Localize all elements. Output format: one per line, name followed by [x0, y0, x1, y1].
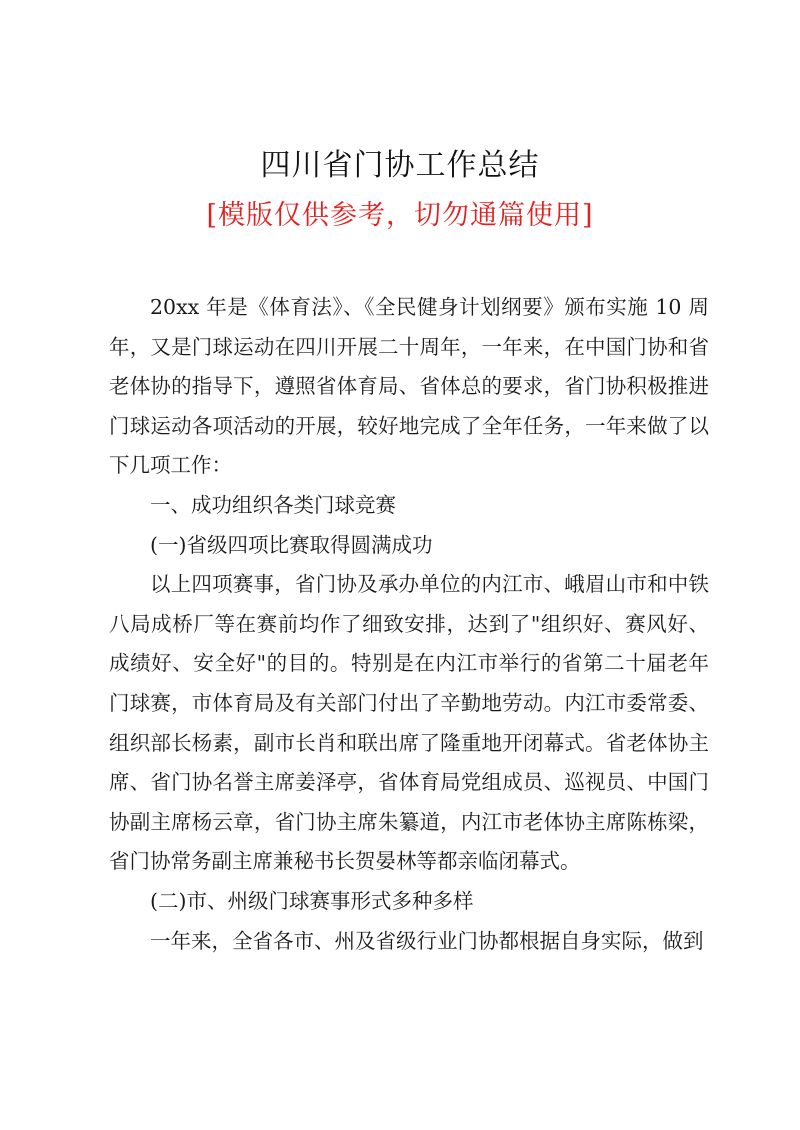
section-heading-1: 一、成功组织各类门球竞赛: [150, 492, 396, 517]
intro-paragraph: 20xx 年是《体育法》、《全民健身计划纲要》颁布实施 10 周年，又是门球运动在四川开展二十周年，一年来，在中国门协和省老体协的指导下，遵照省体育局、省体总的要求，省门协积极推进门球运动各项活动的开展，较好地完成了全年任务，一年来做了以下几项工作：: [109, 295, 709, 478]
subsection-heading-1: (一)省级四项比赛取得圆满成功: [150, 532, 433, 557]
document-title: 四川省门协工作总结: [260, 148, 540, 183]
document-body: [109, 288, 709, 961]
subsection-heading-2: (二)市、州级门球赛事形式多种多样: [150, 888, 474, 913]
template-notice: [模版仅供参考，切勿通篇使用]: [206, 200, 594, 231]
body-paragraph: 一年来，全省各市、州及省级行业门协都根据自身实际，做到: [150, 928, 704, 953]
body-paragraph: 以上四项赛事，省门协及承办单位的内江市、峨眉山市和中铁八局成桥厂等在赛前均作了细致安排，达到了"组织好、赛风好、成绩好、安全好"的目的。特别是在内江市举行的省第二十届老年门球赛，市体育局及有关部门付出了辛勤地劳动。内江市委常委、组织部长杨素，副市长肖和联出席了隆重地开闭幕式。省老体协主席、省门协名誉主席姜泽亭，省体育局党组成员、巡视员、中国门协副主席杨云章，省门协主席朱纂道，内江市老体协主席陈栋梁，省门协常务副主席兼秘书长贺晏林等都亲临闭幕式。: [109, 572, 709, 874]
